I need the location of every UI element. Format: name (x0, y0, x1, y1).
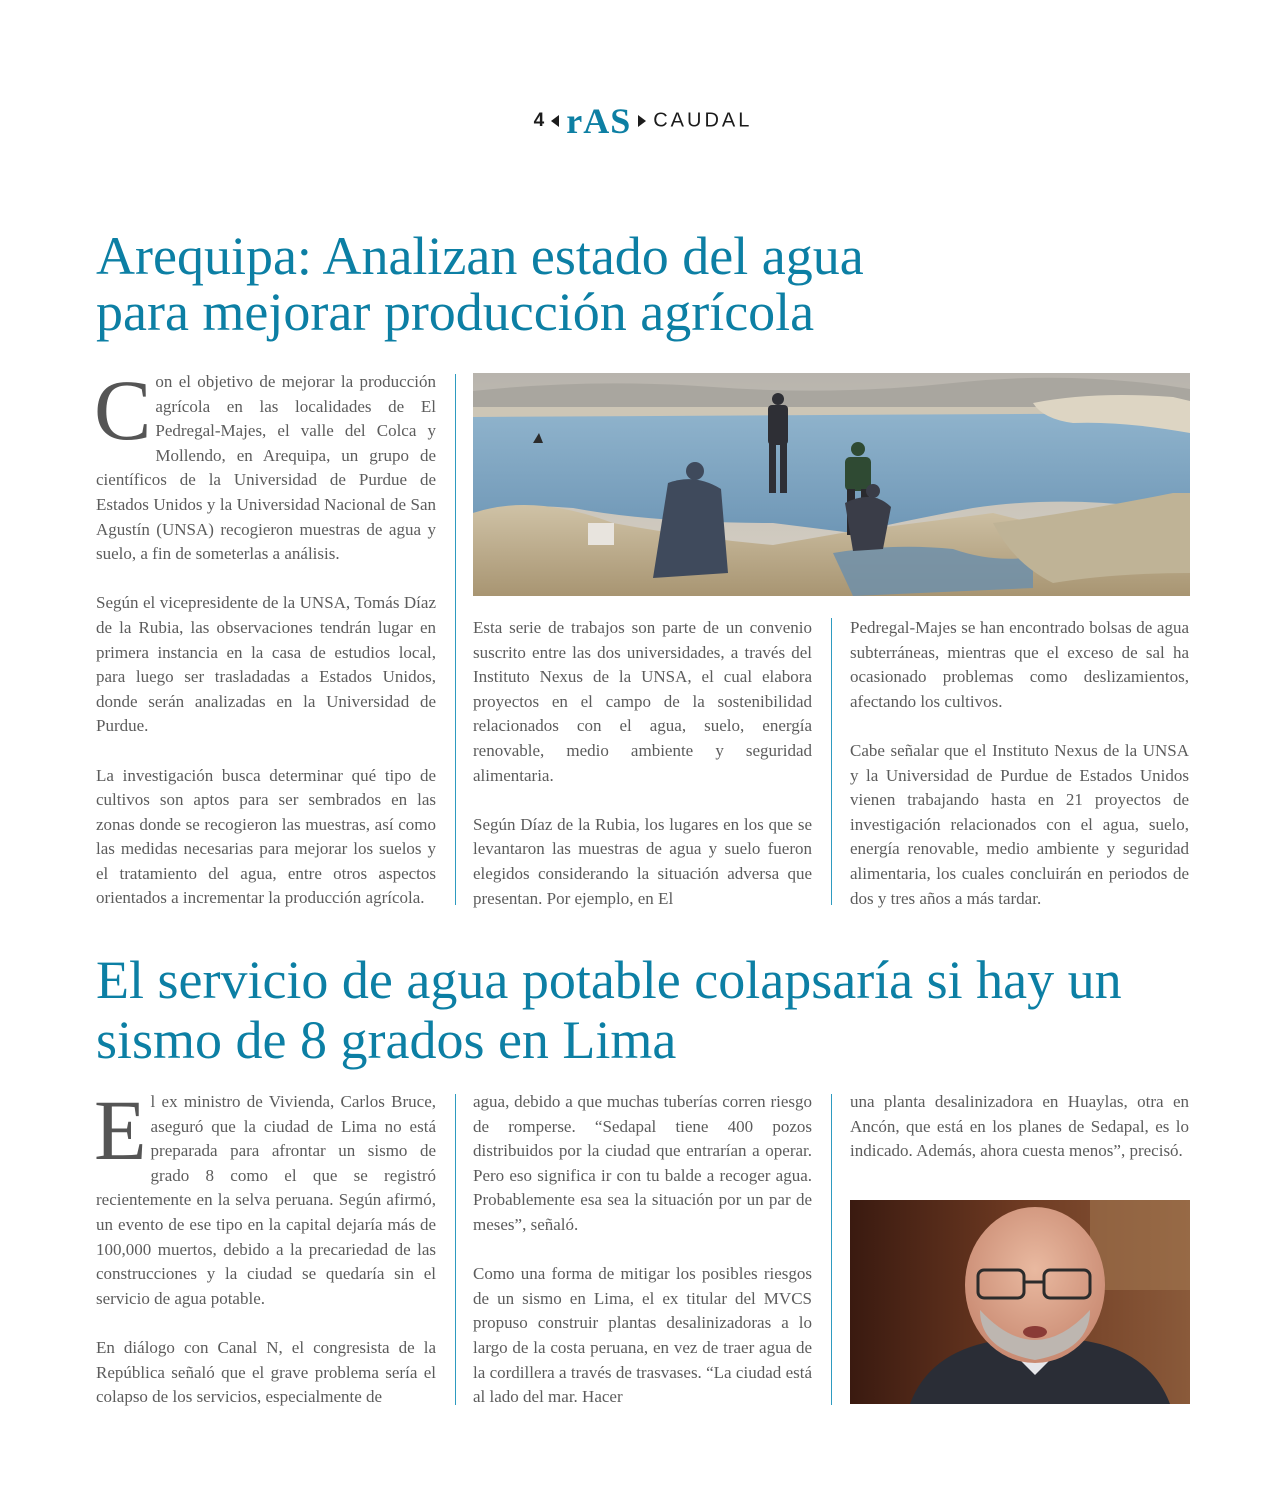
paragraph: Pedregal-Majes se han encontrado bolsas de agua subterráneas, mientras que el exceso de sal ha ocasionado problemas como deslizamientos, afectando los cultivos. (850, 618, 1189, 711)
field-photo-illustration (473, 373, 1190, 596)
column-rule (831, 618, 832, 905)
column-rule (831, 1094, 832, 1405)
article2-title-line1: El servicio de agua potable colapsaría si hay un (96, 950, 1122, 1010)
page-header (0, 100, 1286, 142)
article1-column1 (94, 362, 436, 911)
article1-column2 (473, 616, 812, 911)
paragraph: Según Díaz de la Rubia, los lugares en los que se levantaron las muestras de agua y suelo fueron elegidos considerando la situación adversa que presentan. Por ejemplo, en El (473, 814, 812, 908)
article1-title-line2: para mejorar producción agrícola (96, 282, 815, 342)
paragraph: Como una forma de mitigar los posibles riesgos de un sismo en Lima, el ex titular del MVCS propuso construir plantas desalinizadoras a lo largo de la costa peruana, en vez de traer agua de la cordillera a través de trasvases. “La ciudad está al lado del mar. Hacer (473, 1264, 812, 1407)
page-number: 4 (533, 110, 545, 131)
article2-title (96, 950, 1236, 1070)
article2-column1 (94, 1082, 436, 1410)
drop-cap: C (94, 362, 152, 458)
portrait-illustration (850, 1200, 1190, 1404)
article2-column3 (850, 1090, 1189, 1164)
field-photo (473, 373, 1190, 596)
paragraph: Con el objetivo de mejorar la producción agrícola en las localidades de El Pedregal-Majes, el valle del Colca y Mollendo, en Arequipa, un grupo de científicos de la Universidad de Purdue de Estados Unidos y la Universidad Nacional de San Agustín (UNSA) recogieron muestras de agua y suelo, a fin de someterlas a análisis. (94, 362, 436, 564)
left-triangle-icon (551, 115, 559, 127)
paragraph: La investigación busca determinar qué tipo de cultivos son aptos para ser sembrados en las zonas donde se recogieron las muestras, así como las medidas necesarias para mejorar los suelos y el tratamiento del agua, entre otros aspectos orientados a incrementar la producción agrícola. (96, 765, 436, 908)
paragraph: agua, debido a que muchas tuberías corren riesgo de romperse. “Sedapal tiene 400 pozos distribuidos por la ciudad que entrarían a operar. Pero eso significa ir con tu balde a recoger agua. Probablemente esa sea la situación por un par de meses”, señaló. (473, 1092, 812, 1234)
brand-logo: rAS (566, 101, 632, 141)
article1-title (96, 228, 1196, 340)
column-rule (455, 1094, 456, 1405)
article2-column2 (473, 1090, 812, 1410)
paragraph: Esta serie de trabajos son parte de un convenio suscrito entre las dos universidades, a través del Instituto Nexus de la UNSA, el cual elabora proyectos en el campo de la sostenibilidad relacionados con el agua, suelo, energía renovable, medio ambiente y seguridad alimentaria. (473, 618, 812, 785)
paragraph: El ex ministro de Vivienda, Carlos Bruce, aseguró que la ciudad de Lima no está preparada para afrontar un sismo de grado 8 como el que se registró recientemente en la selva peruana. Según afirmó, un evento de ese tipo en la capital dejaría más de 100,000 muertos, debido a la precariedad de las construcciones y la ciudad se quedaría sin el servicio de agua potable. (94, 1082, 436, 1308)
article2-title-line2: sismo de 8 grados en Lima (96, 1010, 677, 1070)
paragraph: una planta desalinizadora en Huaylas, otra en Ancón, que está en los planes de Sedapal, es lo indicado. Además, ahora cuesta menos”, precisó. (850, 1092, 1189, 1161)
paragraph: Según el vicepresidente de la UNSA, Tomás Díaz de la Rubia, las observaciones tendrán lugar en primera instancia en la casa de estudios local, para luego ser trasladadas a Estados Unidos, donde serán analizadas en la Universidad de Purdue. (96, 593, 436, 736)
paragraph: Cabe señalar que el Instituto Nexus de la UNSA y la Universidad de Purdue de Estados Unidos vienen trabajando hasta en 21 proyectos de investigación relacionados con el agua, suelo, energía renovable, medio ambiente y seguridad alimentaria, los cuales concluirán en periodos de dos y tres años a más tardar. (850, 740, 1189, 908)
article1-column3 (850, 616, 1189, 911)
paragraph: En diálogo con Canal N, el congresista de la República señaló que el grave problema sería el colapso de los servicios, especialmente de (96, 1337, 436, 1407)
section-name: CAUDAL (653, 109, 753, 132)
portrait-photo (850, 1200, 1190, 1404)
right-triangle-icon (638, 115, 646, 127)
drop-cap: E (94, 1082, 147, 1178)
article1-title-line1: Arequipa: Analizan estado del agua (96, 226, 864, 286)
column-rule (455, 374, 456, 905)
